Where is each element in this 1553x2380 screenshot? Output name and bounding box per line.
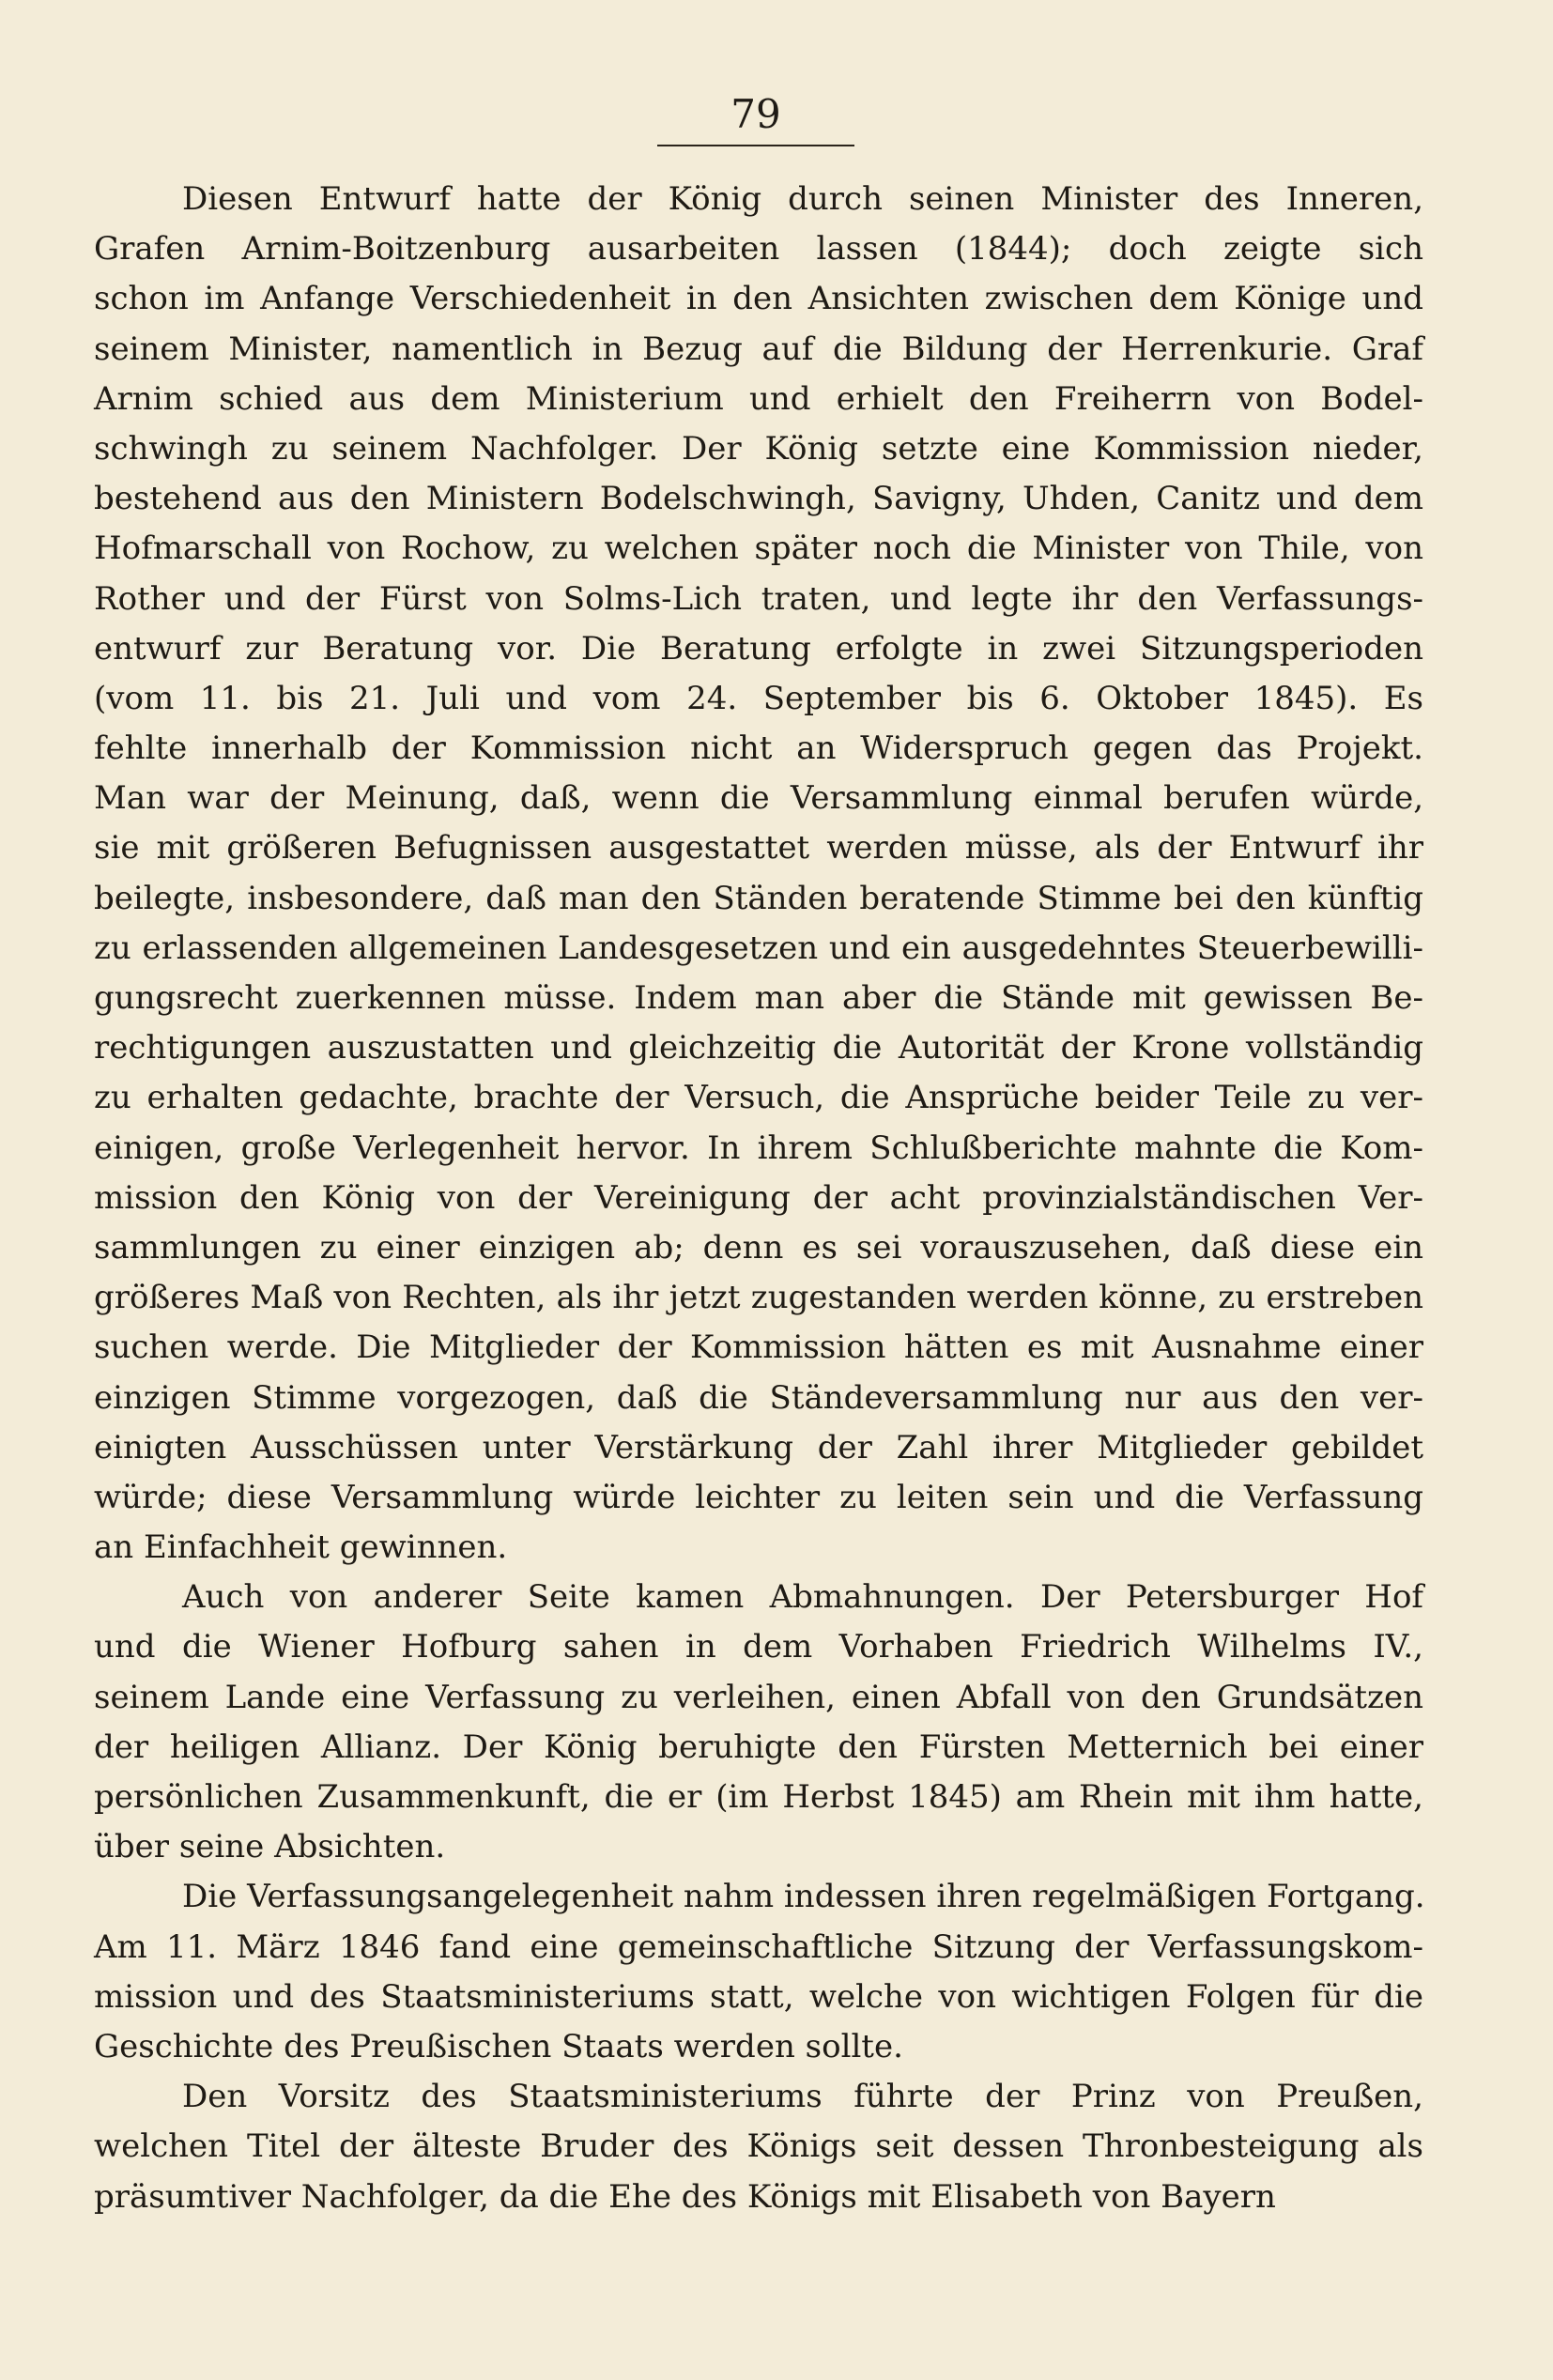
text-line: größeres Maß von Rechten, als ihr jetzt zugestanden werden könne, zu erstreben: [94, 1279, 1423, 1317]
paragraph: [94, 1573, 1423, 1872]
text-line: Hofmarschall von Rochow, zu welchen später noch die Minister von Thile, von: [94, 530, 1423, 568]
text-line: Rother und der Fürst von Solms-Lich traten, und legte ihr den Verfassungs-: [94, 579, 1423, 618]
text-line: der heiligen Allianz. Der König beruhigte den Fürsten Metternich bei einer: [94, 1727, 1423, 1766]
page-number-rule: [657, 145, 854, 146]
text-line: seinem Lande eine Verfassung zu verleihen, einen Abfall von den Grundsätzen: [94, 1678, 1423, 1716]
text-line: mission und des Staatsministeriums statt, welche von wichtigen Folgen für die: [94, 1977, 1423, 2016]
text-line: rechtigungen auszustatten und gleichzeitig die Autorität der Krone vollständig: [94, 1029, 1423, 1067]
text-line: sammlungen zu einer einzigen ab; denn es sei vorauszusehen, daß diese ein: [94, 1228, 1423, 1267]
text-line: präsumtiver Nachfolger, da die Ehe des Königs mit Elisabeth von Bayern: [94, 2177, 1276, 2216]
paragraph: [94, 1872, 1423, 2072]
paragraph: [94, 175, 1423, 1573]
text-line: sie mit größeren Befugnissen ausgestattet werden müsse, als der Entwurf ihr: [94, 829, 1423, 868]
text-line: persönlichen Zusammenkunft, die er (im Herbst 1845) am Rhein mit ihm hatte,: [94, 1778, 1423, 1816]
text-line: Diesen Entwurf hatte der König durch seinen Minister des Inneren,: [182, 180, 1423, 218]
text-line: zu erhalten gedachte, brachte der Versuch, die Ansprüche beider Teile zu ver-: [94, 1079, 1423, 1117]
text-line: seinem Minister, namentlich in Bezug auf die Bildung der Herrenkurie. Graf: [94, 330, 1423, 368]
text-line: würde; diese Versammlung würde leichter zu leiten sein und die Verfassung: [94, 1478, 1423, 1516]
text-line: schwingh zu seinem Nachfolger. Der König setzte eine Kommission nieder,: [94, 429, 1423, 468]
text-line: einzigen Stimme vorgezogen, daß die Ständeversammlung nur aus den ver-: [94, 1378, 1423, 1417]
text-line: Am 11. März 1846 fand eine gemeinschaftliche Sitzung der Verfassungskom-: [94, 1927, 1423, 1966]
text-line: fehlte innerhalb der Kommission nicht an Widerspruch gegen das Projekt.: [94, 729, 1423, 768]
text-line: Grafen Arnim-Boitzenburg ausarbeiten lassen (1844); doch zeigte sich: [94, 230, 1423, 269]
text-line: über seine Absichten.: [94, 1828, 446, 1866]
text-line: entwurf zur Beratung vor. Die Beratung erfolgte in zwei Sitzungsperioden: [94, 629, 1423, 668]
text-line: suchen werde. Die Mitglieder der Kommission hätten es mit Ausnahme einer: [94, 1328, 1423, 1367]
body-text: [94, 175, 1423, 2222]
text-line: zu erlassenden allgemeinen Landesgesetzen und ein ausgedehntes Steuerbewilli-: [94, 929, 1423, 967]
text-line: welchen Titel der älteste Bruder des Königs seit dessen Thronbesteigung als: [94, 2127, 1423, 2166]
text-line: einigen, große Verlegenheit hervor. In ihrem Schlußberichte mahnte die Kom-: [94, 1129, 1423, 1167]
text-line: Auch von anderer Seite kamen Abmahnungen. Der Petersburger Hof: [182, 1578, 1423, 1617]
paragraph: [94, 2072, 1423, 2222]
text-line: und die Wiener Hofburg sahen in dem Vorhaben Friedrich Wilhelms IV.,: [94, 1628, 1423, 1666]
text-line: Den Vorsitz des Staatsministeriums führte der Prinz von Preußen,: [182, 2078, 1423, 2116]
text-line: (vom 11. bis 21. Juli und vom 24. September bis 6. Oktober 1845). Es: [94, 679, 1423, 717]
text-line: Man war der Meinung, daß, wenn die Versammlung einmal berufen würde,: [94, 779, 1423, 818]
text-line: bestehend aus den Ministern Bodelschwingh, Savigny, Uhden, Canitz und dem: [94, 480, 1423, 518]
text-line: an Einfachheit gewinnen.: [94, 1528, 508, 1567]
text-line: gungsrecht zuerkennen müsse. Indem man aber die Stände mit gewissen Be-: [94, 979, 1423, 1017]
text-line: einigten Ausschüssen unter Verstärkung der Zahl ihrer Mitglieder gebildet: [94, 1428, 1423, 1466]
page-number: 79: [730, 91, 781, 137]
text-line: Die Verfassungsangelegenheit nahm indessen ihren regelmäßigen Fortgang.: [182, 1878, 1425, 1916]
text-line: mission den König von der Vereinigung der acht provinzialständischen Ver-: [94, 1178, 1423, 1217]
text-line: Arnim schied aus dem Ministerium und erhielt den Freiherrn von Bodel-: [94, 379, 1423, 418]
text-line: schon im Anfange Verschiedenheit in den Ansichten zwischen dem Könige und: [94, 280, 1423, 318]
text-line: Geschichte des Preußischen Staats werden sollte.: [94, 2027, 903, 2065]
text-line: beilegte, insbesondere, daß man den Ständen beratende Stimme bei den künftig: [94, 879, 1423, 917]
